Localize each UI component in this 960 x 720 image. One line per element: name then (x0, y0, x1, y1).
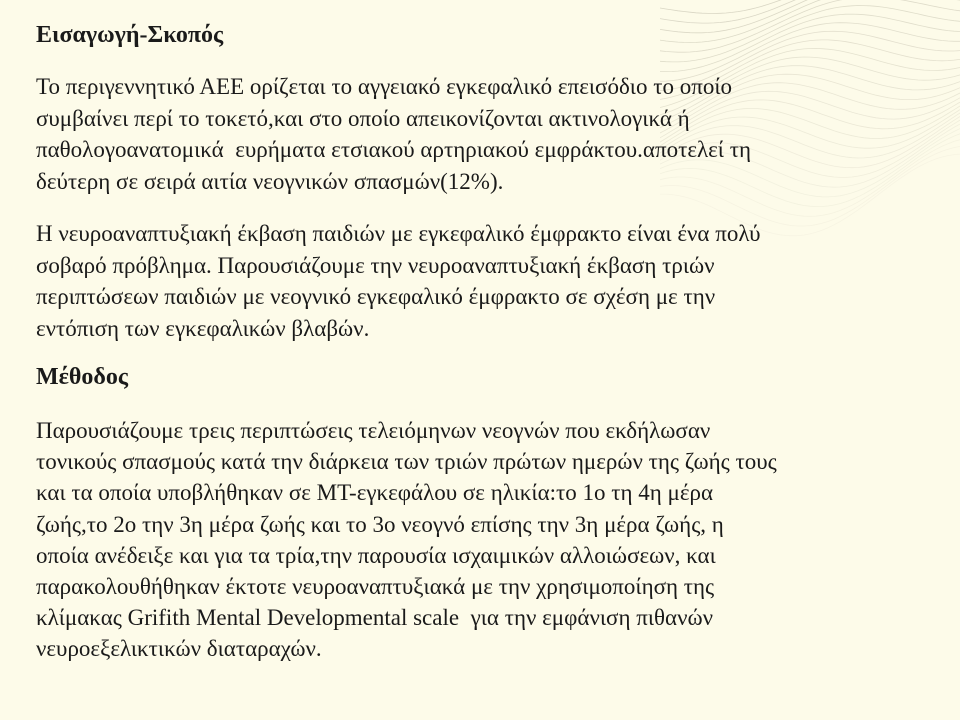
intro-paragraph-1 (36, 71, 916, 197)
text-line: συμβαίνει περί το τοκετό,και στο οποίο απεικονίζονται ακτινολογικά ή (36, 105, 690, 131)
slide-content (36, 18, 916, 665)
text-line: κλίμακας Grifith Mental Developmental scale για την εμφάνιση πιθανών (36, 605, 714, 631)
text-line: περιπτώσεων παιδιών με νεογνικό εγκεφαλικό έμφρακτο σε σχέση με την (36, 284, 716, 309)
text-line: σοβαρό πρόβλημα. Παρουσιάζουμε την νευροαναπτυξιακή έκβαση τριών (36, 252, 715, 278)
text-line: και τα οποία υποβλήθηκαν σε ΜΤ-εγκεφάλου σε ηλικία:το 1ο τη 4η μέρα (36, 480, 714, 506)
text-line: παρακολουθήθηκαν έκτοτε νευροαναπτυξιακά με την χρησιμοποίηση της (36, 574, 715, 600)
text-line: παθολογοανατομικά ευρήματα ετσιακού αρτηριακού εμφράκτου.αποτελεί τη (36, 137, 752, 162)
text-line: δεύτερη σε σειρά αιτία νεογνικών σπασμών(12%). (36, 168, 504, 194)
text-line: τονικούς σπασμούς κατά την διάρκεια των τριών πρώτων ημερών της ζωής τους (36, 449, 777, 475)
text-line: εντόπιση των εγκεφαλικών βλαβών. (36, 315, 370, 341)
text-line: Η νευροαναπτυξιακή έκβαση παιδιών με εγκεφαλικό έμφρακτο είναι ένα πολύ (36, 221, 761, 246)
wave-line (660, 0, 960, 14)
method-heading: Μέθοδος (36, 364, 129, 390)
intro-paragraph-2 (36, 218, 916, 344)
text-line: νευροεξελικτικών διαταραχών. (36, 636, 322, 662)
intro-heading: Εισαγωγή-Σκοπός (36, 22, 224, 48)
text-line: Το περιγεννητικό ΑΕΕ ορίζεται το αγγειακό εγκεφαλικό επεισόδιο το οποίο (36, 74, 733, 99)
method-paragraph (36, 415, 916, 665)
text-line: Παρουσιάζουμε τρεις περιπτώσεις τελειόμηνων νεογνών που εκδήλωσαν (36, 418, 711, 443)
text-line: ζωής,το 2ο την 3η μέρα ζωής και το 3ο νεογνό επίσης την 3η μέρα ζωής, η (36, 511, 724, 537)
text-line: οποία ανέδειξε και για τα τρία,την παρουσία ισχαιμικών αλλοιώσεων, και (36, 542, 716, 568)
